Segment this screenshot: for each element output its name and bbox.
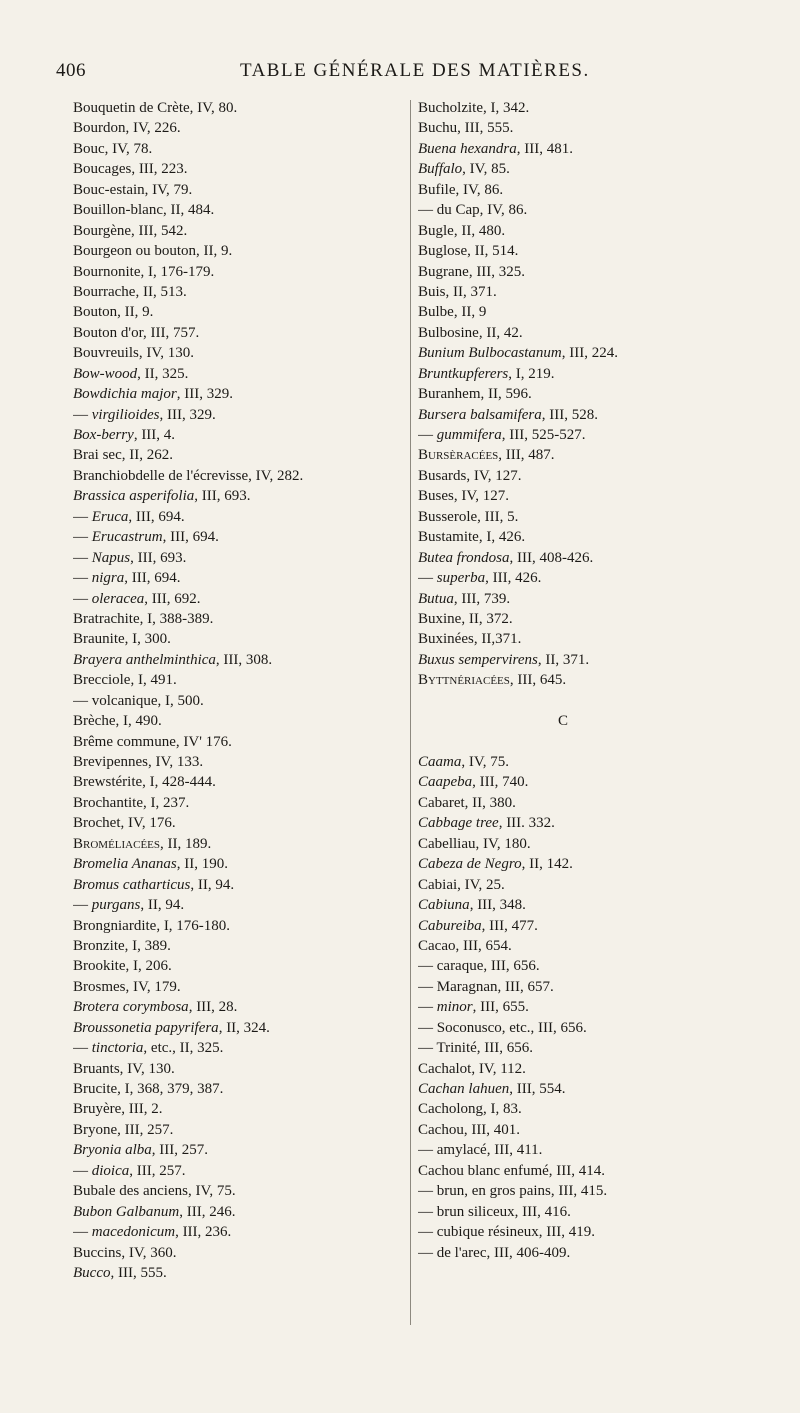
index-entry-text: , II, 190. [176, 856, 228, 873]
index-entry [418, 916, 748, 936]
index-entry [418, 466, 748, 486]
index-entry-text: — [73, 1162, 92, 1179]
index-entry [418, 548, 748, 568]
index-entry-text: , III, 408-426. [509, 549, 594, 566]
index-entry-text: Brecciole, I, 491. [73, 672, 177, 689]
index-entry [418, 650, 748, 670]
index-entry [418, 997, 748, 1017]
index-entry-text: Bugrane, III, 325. [418, 263, 526, 280]
index-entry-text: — [418, 427, 437, 443]
index-entry-text: — [73, 406, 92, 423]
index-entry [73, 139, 403, 159]
index-entry-text: Cacholong, I, 83. [418, 1101, 522, 1118]
section-gap [418, 732, 748, 752]
index-entry-text: Brèche, I, 490. [73, 713, 162, 730]
index-entry-text: Erucastrum [91, 529, 163, 546]
index-entry [418, 98, 748, 118]
index-entry [418, 159, 748, 179]
index-entry [418, 629, 748, 649]
index-entry [418, 1079, 748, 1099]
index-entry-text: , II, 325. [137, 365, 189, 382]
index-entry-text: — volcanique, I, 500. [73, 692, 204, 709]
index-entry-text: Buchu, III, 555. [418, 120, 514, 137]
index-entry-text: tinctoria [91, 1040, 144, 1057]
index-entry-text: Bulbe, II, 9 [418, 304, 487, 321]
index-entry-text: virgilioides [91, 406, 160, 423]
index-entry-text: Bow-wood [73, 365, 138, 382]
index-entry-text: , II, 94. [140, 897, 185, 914]
index-entry [73, 548, 403, 568]
index-entry-text: Buccins, IV, 360. [73, 1244, 177, 1261]
index-entry-text: , III, 348. [469, 897, 526, 914]
index-entry-text: Brême commune, IV' 176. [73, 733, 232, 750]
index-entry-text: , III, 308. [215, 651, 273, 668]
index-entry-text: Brucite, I, 368, 379, 387. [73, 1081, 224, 1097]
index-entry-text: Cabeza de Negro [418, 856, 522, 873]
index-entry [73, 159, 403, 179]
index-entry [418, 956, 748, 976]
index-entry [418, 1161, 748, 1181]
index-entry-text: oleracea [91, 590, 145, 607]
index-entry-text: , II, 142. [521, 856, 573, 873]
index-entry-text: Bubale des anciens, IV, 75. [73, 1183, 236, 1200]
index-entry [418, 323, 748, 343]
index-entry-text: Bowdichia major [73, 386, 177, 403]
column-divider [410, 100, 411, 1325]
index-entry-text: Buses, IV, 127. [418, 488, 509, 505]
index-entry-text: Bouc-estain, IV, 79. [73, 181, 193, 198]
index-entry-text: , III, 655. [472, 999, 529, 1016]
index-entry-text: Box-berry [73, 427, 134, 443]
index-entry [418, 568, 748, 588]
index-section-b [418, 98, 748, 691]
index-entry-text: minor [436, 999, 473, 1016]
index-entry-text: , III, 694. [124, 570, 181, 587]
index-entry-text: Bugle, II, 480. [418, 222, 506, 239]
index-entry-text: , III, 739. [453, 590, 511, 607]
index-entry [73, 241, 403, 261]
index-entry-text: , III, 236. [175, 1224, 232, 1241]
index-entry [418, 1018, 748, 1038]
index-entry-text: , III, 477. [481, 917, 538, 934]
running-title: TABLE GÉNÉRALE DES MATIÈRES. [240, 60, 590, 81]
index-entry-text: Bufile, IV, 86. [418, 181, 504, 198]
index-entry-text: Cabureiba [418, 917, 482, 934]
index-entry-text: , III, 257. [129, 1162, 186, 1179]
index-entry [418, 1059, 748, 1079]
index-section-c [418, 752, 748, 1263]
index-entry [73, 589, 403, 609]
index-entry-text: Buis, II, 371. [418, 283, 497, 300]
index-entry [73, 384, 403, 404]
index-entry [73, 936, 403, 956]
index-entry [418, 486, 748, 506]
index-entry-text: — [73, 549, 92, 566]
index-entry-text: Cachalot, IV, 112. [418, 1060, 526, 1077]
index-entry [73, 425, 403, 445]
index-entry-text: — Soconusco, etc., III, 656. [418, 1019, 587, 1036]
index-entry-text: Caapeba [418, 774, 473, 791]
index-entry [418, 364, 748, 384]
index-entry [73, 98, 403, 118]
index-entry-text: , III. 332. [498, 815, 555, 832]
index-entry [418, 445, 748, 465]
index-entry-text: Brosmes, IV, 179. [73, 978, 181, 995]
index-entry [73, 854, 403, 874]
index-entry [73, 343, 403, 363]
index-entry-text: , III, 246. [179, 1203, 236, 1220]
index-entry-text: — [73, 590, 92, 607]
index-entry-text: Bruants, IV, 130. [73, 1060, 175, 1077]
index-entry [73, 568, 403, 588]
index-entry [418, 1099, 748, 1119]
index-entry-text: , etc., II, 325. [143, 1040, 224, 1057]
index-entry [418, 343, 748, 363]
index-entry-text: Broussonetia papyrifera [73, 1019, 219, 1036]
index-entry [418, 221, 748, 241]
index-entry-text: , IV, 85. [462, 161, 510, 178]
index-entry-text: — Maragnan, III, 657. [418, 978, 554, 995]
index-entry-text: Buxinées, II,371. [418, 631, 522, 648]
index-entry [73, 875, 403, 895]
index-entry-text: Butua [418, 590, 454, 607]
index-entry-text: — brun siliceux, III, 416. [418, 1203, 571, 1220]
index-entry [418, 793, 748, 813]
index-entry-text: Broméliacées [73, 835, 161, 852]
index-entry [418, 813, 748, 833]
index-entry-text: , III, 694. [128, 508, 185, 525]
index-entry-text: Bunium Bulbocastanum [418, 345, 562, 362]
index-entry [418, 241, 748, 261]
index-entry [73, 956, 403, 976]
index-entry-text: purgans [91, 897, 141, 914]
index-entry-text: nigra [91, 570, 125, 587]
index-entry-text: Bratrachite, I, 388-389. [73, 610, 214, 627]
index-entry-text: Brayera anthelminthica [73, 651, 216, 668]
index-entry-text: Buxus sempervirens [418, 651, 538, 668]
index-entry-text: Brotera corymbosa [73, 999, 189, 1016]
index-entry-text: Buffalo [418, 161, 463, 178]
index-entry [73, 221, 403, 241]
index-entry-text: macedonicum [91, 1224, 176, 1241]
index-entry-text: Buglose, II, 514. [418, 243, 519, 260]
index-entry-text: Bouton d'or, III, 757. [73, 324, 200, 341]
index-entry [73, 1243, 403, 1263]
index-entry [73, 180, 403, 200]
index-entry [73, 118, 403, 138]
index-entry [418, 507, 748, 527]
index-entry-text: Butea frondosa [418, 549, 510, 566]
index-entry [418, 1202, 748, 1222]
index-entry-text: Bursera balsamifera [418, 406, 542, 423]
index-entry [73, 711, 403, 731]
index-entry [73, 834, 403, 854]
index-entry [73, 813, 403, 833]
index-entry [418, 527, 748, 547]
index-entry-text: Buxine, II, 372. [418, 610, 513, 627]
index-entry-text: Cabaret, II, 380. [418, 794, 516, 811]
index-entry-text: — [73, 570, 92, 587]
index-entry-text: Bouillon-blanc, II, 484. [73, 202, 215, 219]
index-entry-text: , III, 528. [541, 406, 598, 423]
index-entry [73, 1120, 403, 1140]
index-entry [73, 445, 403, 465]
index-entry-text: — [73, 1040, 92, 1057]
index-entry-text: superba [436, 570, 486, 587]
index-entry-text: Bourgène, III, 542. [73, 222, 188, 239]
index-entry-text: Bouquetin de Crète, IV, 80. [73, 100, 238, 116]
index-entry [73, 977, 403, 997]
index-entry-text: Braunite, I, 300. [73, 631, 171, 648]
index-entry-text: Busards, IV, 127. [418, 467, 522, 484]
index-entry-text: Brevipennes, IV, 133. [73, 754, 204, 770]
index-entry [73, 895, 403, 915]
index-entry [418, 854, 748, 874]
index-entry [418, 752, 748, 772]
index-entry-text: Brochantite, I, 237. [73, 794, 190, 811]
index-entry [73, 1059, 403, 1079]
index-entry-text: Byttnériacées [418, 672, 510, 689]
index-entry-text: , II, 324. [218, 1019, 270, 1036]
index-entry [73, 302, 403, 322]
index-entry-text: , I, 219. [508, 365, 555, 382]
index-entry-text: gummifera [436, 427, 502, 443]
index-entry [73, 282, 403, 302]
index-entry-text: Eruca [91, 508, 129, 525]
index-entry-text: Bouc, IV, 78. [73, 140, 153, 157]
index-entry-text: — de l'arec, III, 406-409. [418, 1244, 571, 1261]
index-entry [418, 425, 748, 445]
index-entry-text: — du Cap, IV, 86. [418, 202, 528, 219]
index-entry-text: Bustamite, I, 426. [418, 529, 526, 546]
index-entry-text: , II, 371. [537, 651, 590, 668]
index-entry [418, 1181, 748, 1201]
index-entry [73, 405, 403, 425]
index-entry-text: Brewstérite, I, 428-444. [73, 774, 216, 791]
index-entry-text: Brassica asperifolia [73, 488, 195, 505]
index-entry-text: Cabiuna [418, 897, 470, 914]
index-entry-text: , III, 525-527. [501, 427, 586, 443]
index-entry-text: Napus [91, 549, 131, 566]
index-entry [73, 670, 403, 690]
index-entry-text: Cachan lahuen [418, 1081, 510, 1097]
index-entry [418, 180, 748, 200]
index-entry-text: — [73, 897, 92, 914]
index-entry [73, 262, 403, 282]
index-entry [73, 507, 403, 527]
index-entry-text: — brun, en gros pains, III, 415. [418, 1183, 608, 1200]
index-entry-text: , III, 487. [498, 447, 555, 464]
index-entry [73, 1222, 403, 1242]
index-entry-text: — [418, 999, 437, 1016]
index-entry-text: , III, 4. [133, 427, 176, 443]
section-letter-heading: C [557, 713, 568, 730]
index-entry-text: Brookite, I, 206. [73, 958, 172, 975]
page-number: 406 [56, 60, 86, 81]
index-entry [418, 405, 748, 425]
index-entry [73, 691, 403, 711]
index-entry-text: Bucco [73, 1264, 111, 1281]
index-entry [418, 936, 748, 956]
index-entry-text: Bryonia alba [73, 1142, 152, 1159]
index-entry [73, 364, 403, 384]
index-entry [73, 793, 403, 813]
index-entry-text: , III, 329. [159, 406, 216, 423]
index-entry-text: — [73, 529, 92, 546]
index-entry [73, 916, 403, 936]
index-entry-text: , III, 693. [130, 549, 187, 566]
section-gap [418, 691, 748, 711]
index-entry-text: — [73, 1224, 92, 1241]
index-entry-text: , III, 740. [472, 774, 529, 791]
index-entry [73, 752, 403, 772]
index-entry-text: Bucholzite, I, 342. [418, 100, 530, 116]
index-entry [418, 977, 748, 997]
index-entry-text: Bourdon, IV, 226. [73, 120, 181, 137]
index-entry-text: Bourgeon ou bouton, II, 9. [73, 243, 233, 260]
index-entry [418, 1120, 748, 1140]
index-entry-text: Brochet, IV, 176. [73, 815, 176, 832]
index-entry [418, 834, 748, 854]
index-entry-text: dioica [91, 1162, 130, 1179]
page-header [0, 60, 800, 90]
index-entry [73, 1038, 403, 1058]
index-entry-text: Buranhem, II, 596. [418, 386, 532, 403]
index-entry-text: Bruyère, III, 2. [73, 1101, 163, 1118]
index-entry-text: Caama [418, 754, 462, 770]
index-entry [73, 772, 403, 792]
index-entry [418, 384, 748, 404]
index-entry-text: , III, 257. [151, 1142, 208, 1159]
index-entry-text: , III, 481. [516, 140, 573, 157]
index-entry-text: Bruntkupferers [418, 365, 509, 382]
index-entry [418, 1140, 748, 1160]
index-entry-text: Bournonite, I, 176-179. [73, 263, 215, 280]
index-entry-text: Branchiobdelle de l'écrevisse, IV, 282. [73, 467, 304, 484]
index-entry [73, 323, 403, 343]
index-entry [418, 282, 748, 302]
index-entry-text: Cabelliau, IV, 180. [418, 835, 531, 852]
index-entry-text: — amylacé, III, 411. [418, 1142, 543, 1159]
index-entry-text: Bouton, II, 9. [73, 304, 154, 321]
index-entry [73, 629, 403, 649]
index-entry-text: , IV, 75. [461, 754, 509, 770]
index-entry-text: Boucages, III, 223. [73, 161, 188, 178]
index-entry [73, 466, 403, 486]
index-entry-text: — cubique résineux, III, 419. [418, 1224, 596, 1241]
index-entry-text: , III, 224. [561, 345, 618, 362]
index-entry-text: — [73, 508, 92, 525]
index-entry-text: — [418, 570, 437, 587]
index-entry [73, 1202, 403, 1222]
index-entry [418, 262, 748, 282]
index-entry [418, 589, 748, 609]
index-entry [418, 139, 748, 159]
index-entry [418, 118, 748, 138]
index-entry-text: , III, 28. [188, 999, 238, 1016]
index-entry-text: , III, 694. [162, 529, 219, 546]
index-entry-text: Bromus catharticus [73, 876, 191, 893]
index-entry [418, 302, 748, 322]
index-entry-text: Cabiai, IV, 25. [418, 876, 505, 893]
index-entry-text: Brongniardite, I, 176-180. [73, 917, 231, 934]
index-entry [73, 1079, 403, 1099]
index-entry [73, 1140, 403, 1160]
index-entry-text: Bubon Galbanum [73, 1203, 180, 1220]
index-entry-text: Bulbosine, II, 42. [418, 324, 523, 341]
index-entry-text: Bromelia Ananas [73, 856, 177, 873]
index-entry [73, 1161, 403, 1181]
index-entry-text: , II, 94. [190, 876, 235, 893]
index-entry [73, 527, 403, 547]
index-entry-text: — Trinité, III, 656. [418, 1040, 534, 1057]
index-entry-text: Bryone, III, 257. [73, 1121, 174, 1138]
index-entry [418, 895, 748, 915]
index-entry [73, 609, 403, 629]
index-entry-text: Busserole, III, 5. [418, 508, 519, 525]
index-entry [73, 650, 403, 670]
index-column-right [418, 98, 748, 1263]
index-entry-text: , III, 645. [509, 672, 567, 689]
index-entry [418, 772, 748, 792]
index-entry-text: Buena hexandra [418, 140, 517, 157]
index-entry-text: , II, 189. [160, 835, 212, 852]
index-entry [418, 1243, 748, 1263]
index-entry-text: Cachou, III, 401. [418, 1121, 521, 1138]
index-entry [73, 732, 403, 752]
index-entry [418, 875, 748, 895]
index-entry-text: Cachou blanc enfumé, III, 414. [418, 1162, 606, 1179]
index-entry [418, 609, 748, 629]
index-entry [418, 1222, 748, 1242]
index-entry [418, 1038, 748, 1058]
index-entry-text: , III, 555. [110, 1264, 167, 1281]
index-entry-text: , III, 554. [509, 1081, 566, 1097]
index-entry-text: Bouvreuils, IV, 130. [73, 345, 194, 362]
index-entry-text: Bronzite, I, 389. [73, 937, 171, 954]
index-entry [73, 1018, 403, 1038]
index-entry-text: Brai sec, II, 262. [73, 447, 173, 464]
index-entry [73, 1263, 403, 1283]
index-entry [418, 670, 748, 690]
index-entry-text: Bourrache, II, 513. [73, 283, 187, 300]
index-entry [73, 200, 403, 220]
index-entry-text: , III, 692. [144, 590, 201, 607]
index-entry [73, 486, 403, 506]
index-entry-text: , III, 426. [485, 570, 542, 587]
index-entry-text: Cabbage tree [418, 815, 499, 832]
index-column-left [73, 98, 403, 1283]
index-entry-text: , III, 329. [176, 386, 233, 403]
index-entry [73, 1181, 403, 1201]
index-entry-text: , III, 693. [194, 488, 251, 505]
index-entry [73, 997, 403, 1017]
index-entry-text: — caraque, III, 656. [418, 958, 540, 975]
index-entry-text: Bursèracées [418, 447, 499, 464]
index-entry-text: Cacao, III, 654. [418, 937, 512, 954]
index-entry [418, 200, 748, 220]
index-entry [73, 1099, 403, 1119]
